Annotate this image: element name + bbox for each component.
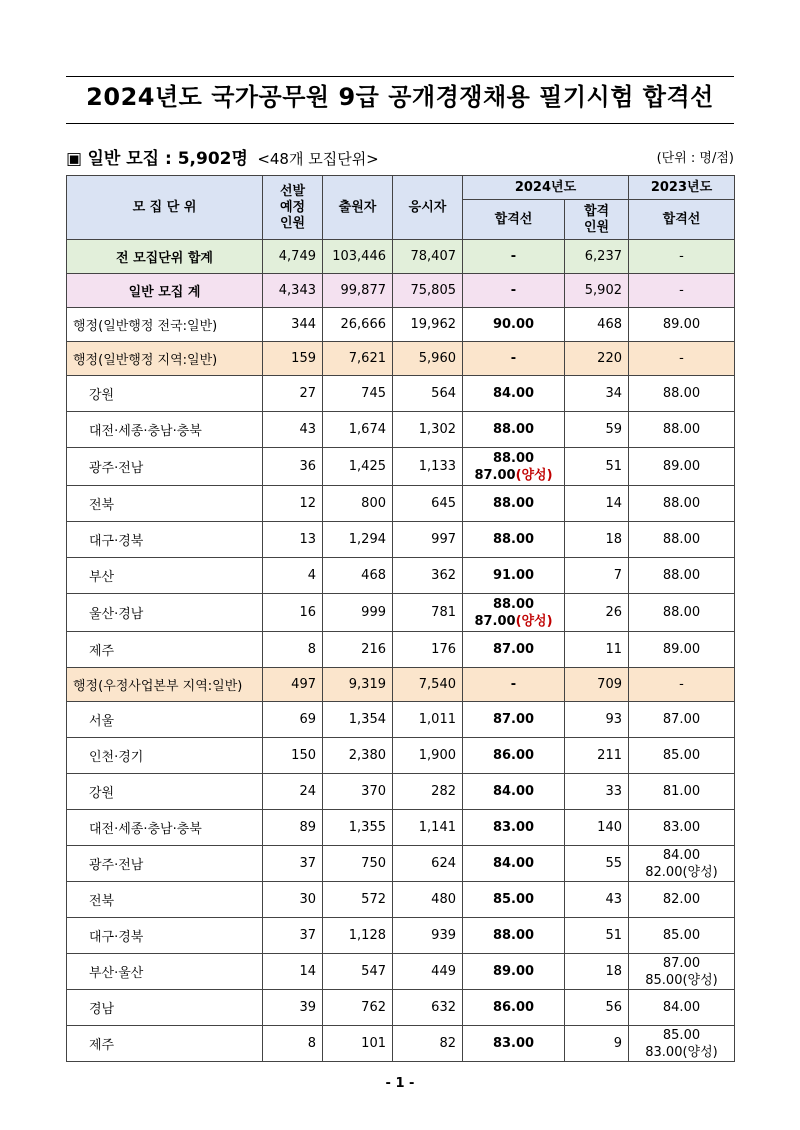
quota-cell: 150	[263, 738, 323, 774]
cutoff-2024-value: 88.00	[492, 532, 535, 547]
quota-cell: 37	[263, 846, 323, 882]
cutoff-2024-cell	[463, 240, 565, 274]
unit-name-cell: 제주	[67, 632, 263, 668]
cutoff-2024-cell	[463, 522, 565, 558]
applicants-cell: 26,666	[323, 308, 393, 342]
table-row	[67, 738, 735, 774]
cutoff-2024-gender-value	[469, 467, 558, 484]
table-row	[67, 412, 735, 448]
takers-cell: 19,962	[393, 308, 463, 342]
quota-cell: 24	[263, 774, 323, 810]
cutoff-2023-cell	[629, 882, 735, 918]
takers-cell: 449	[393, 954, 463, 990]
cutoff-2023-value: -	[679, 283, 684, 298]
quota-cell: 36	[263, 448, 323, 486]
cutoff-2023-cell	[629, 412, 735, 448]
cutoff-2024-value: 86.00	[492, 748, 535, 763]
passers-cell: 34	[565, 376, 629, 412]
cutoff-2024-gender-value	[469, 613, 558, 630]
table-row	[67, 918, 735, 954]
table-body	[67, 240, 735, 1062]
table-row	[67, 990, 735, 1026]
quota-cell: 43	[263, 412, 323, 448]
title-rule-bottom	[66, 123, 734, 124]
passers-cell: 93	[565, 702, 629, 738]
takers-cell: 997	[393, 522, 463, 558]
table-row	[67, 274, 735, 308]
applicants-cell: 370	[323, 774, 393, 810]
cutoff-2024-value: -	[510, 283, 517, 298]
cutoff-2023-cell	[629, 846, 735, 882]
table-row	[67, 240, 735, 274]
unit-name-cell: 행정(일반행정 전국:일반)	[67, 308, 263, 342]
table-row	[67, 342, 735, 376]
passers-cell: 140	[565, 810, 629, 846]
table-row	[67, 810, 735, 846]
cutoff-2023-value: 89.00	[662, 459, 701, 474]
applicants-cell: 750	[323, 846, 393, 882]
quota-cell: 159	[263, 342, 323, 376]
quota-cell: 89	[263, 810, 323, 846]
header-cutoff-2024: 합격선	[463, 200, 565, 240]
unit-name-cell: 울산·경남	[67, 594, 263, 632]
unit-name-cell: 일반 모집 계	[67, 274, 263, 308]
cutoff-2024-value: -	[510, 677, 517, 692]
cutoff-2023-cell	[629, 558, 735, 594]
unit-name-cell: 행정(일반행정 지역:일반)	[67, 342, 263, 376]
cutoff-2023-value: 88.00	[662, 422, 701, 437]
cutoff-2024-cell	[463, 448, 565, 486]
takers-cell: 564	[393, 376, 463, 412]
applicants-cell: 99,877	[323, 274, 393, 308]
unit-name-cell: 전북	[67, 486, 263, 522]
cutoff-2024-cell	[463, 486, 565, 522]
quota-cell: 8	[263, 1026, 323, 1062]
passers-cell: 14	[565, 486, 629, 522]
unit-name-cell: 제주	[67, 1026, 263, 1062]
cutoff-2023-gender-value: 82.00(양성)	[645, 864, 718, 880]
cutoff-2023-value: 89.00	[662, 642, 701, 657]
passers-cell: 55	[565, 846, 629, 882]
cutoff-2024-cell	[463, 412, 565, 448]
takers-cell: 5,960	[393, 342, 463, 376]
passers-cell: 5,902	[565, 274, 629, 308]
cutoff-2023-cell	[629, 668, 735, 702]
table-row	[67, 774, 735, 810]
cutoff-2024-value: 87.00	[492, 712, 535, 727]
takers-cell: 78,407	[393, 240, 463, 274]
takers-cell: 75,805	[393, 274, 463, 308]
quota-cell: 27	[263, 376, 323, 412]
passers-cell: 7	[565, 558, 629, 594]
unit-name-cell: 대구·경북	[67, 522, 263, 558]
applicants-cell: 9,319	[323, 668, 393, 702]
unit-name-cell: 강원	[67, 774, 263, 810]
unit-name-cell: 부산	[67, 558, 263, 594]
section-detail: <48개 모집단위>	[257, 150, 379, 168]
takers-cell: 1,133	[393, 448, 463, 486]
cutoff-2023-cell	[629, 486, 735, 522]
cutoff-2023-value: 85.00	[662, 1027, 701, 1043]
table-row	[67, 954, 735, 990]
unit-name-cell: 행정(우정사업본부 지역:일반)	[67, 668, 263, 702]
table-row	[67, 882, 735, 918]
cutoff-2023-cell	[629, 954, 735, 990]
cutoff-2023-cell	[629, 376, 735, 412]
cutoff-2023-value: 83.00	[662, 820, 701, 835]
header-applicants: 출원자	[323, 176, 393, 240]
applicants-cell: 1,294	[323, 522, 393, 558]
cutoff-2024-gender-score: 87.00	[474, 467, 516, 483]
table-row	[67, 376, 735, 412]
cutoff-2024-value: -	[510, 351, 517, 366]
unit-name-cell: 전 모집단위 합계	[67, 240, 263, 274]
passers-cell: 709	[565, 668, 629, 702]
cutoff-2024-cell	[463, 918, 565, 954]
applicants-cell: 999	[323, 594, 393, 632]
cutoff-2023-cell	[629, 342, 735, 376]
cutoff-2024-gender-score: 87.00	[474, 613, 516, 629]
cutoff-2024-value: 91.00	[492, 568, 535, 583]
gender-balance-tag: (양성)	[515, 467, 553, 483]
cutoff-2023-value: 81.00	[662, 784, 701, 799]
cutoff-2024-cell	[463, 632, 565, 668]
quota-cell: 14	[263, 954, 323, 990]
takers-cell: 645	[393, 486, 463, 522]
unit-name-cell: 서울	[67, 702, 263, 738]
header-takers: 응시자	[393, 176, 463, 240]
cutoff-2024-value: 89.00	[492, 964, 535, 979]
passers-cell: 33	[565, 774, 629, 810]
cutoff-2023-value: 84.00	[662, 1000, 701, 1015]
cutoff-2023-value: 88.00	[662, 386, 701, 401]
cutoff-2023-cell	[629, 990, 735, 1026]
section-heading	[66, 144, 734, 169]
cutoff-2024-value: 87.00	[492, 642, 535, 657]
cutoff-2024-value: 86.00	[492, 1000, 535, 1015]
takers-cell: 176	[393, 632, 463, 668]
cutoff-2024-value: 83.00	[492, 1036, 535, 1051]
passers-cell: 18	[565, 522, 629, 558]
table-row	[67, 558, 735, 594]
table-row	[67, 308, 735, 342]
table-row	[67, 594, 735, 632]
cutoff-2024-cell	[463, 954, 565, 990]
applicants-cell: 216	[323, 632, 393, 668]
header-cutoff-2023: 합격선	[629, 200, 735, 240]
cutoff-2024-value: 83.00	[492, 820, 535, 835]
cutoff-2024-value: 88.00	[492, 422, 535, 437]
cutoff-2024-value: 85.00	[492, 892, 535, 907]
cutoff-table	[66, 175, 735, 1062]
cutoff-2023-value: 88.00	[662, 605, 701, 620]
cutoff-2023-cell	[629, 240, 735, 274]
quota-cell: 12	[263, 486, 323, 522]
cutoff-2023-gender-value: 85.00(양성)	[645, 972, 718, 988]
unit-name-cell: 광주·전남	[67, 846, 263, 882]
quota-cell: 16	[263, 594, 323, 632]
cutoff-2024-cell	[463, 668, 565, 702]
takers-cell: 282	[393, 774, 463, 810]
takers-cell: 624	[393, 846, 463, 882]
cutoff-2024-value: 84.00	[492, 856, 535, 871]
table-row	[67, 1026, 735, 1062]
header-quota: 선발 예정 인원	[263, 176, 323, 240]
gender-balance-tag: (양성)	[515, 613, 553, 629]
cutoff-2024-cell	[463, 810, 565, 846]
quota-cell: 69	[263, 702, 323, 738]
cutoff-2023-value: 88.00	[662, 532, 701, 547]
header-2023: 2023년도	[629, 176, 735, 200]
quota-cell: 497	[263, 668, 323, 702]
cutoff-2023-value: -	[679, 249, 684, 264]
cutoff-2023-value: -	[679, 351, 684, 366]
passers-cell: 18	[565, 954, 629, 990]
takers-cell: 632	[393, 990, 463, 1026]
cutoff-2023-value: 88.00	[662, 496, 701, 511]
passers-cell: 51	[565, 448, 629, 486]
takers-cell: 7,540	[393, 668, 463, 702]
passers-cell: 56	[565, 990, 629, 1026]
cutoff-2024-cell	[463, 376, 565, 412]
unit-name-cell: 인천·경기	[67, 738, 263, 774]
cutoff-2024-cell	[463, 738, 565, 774]
table-row	[67, 448, 735, 486]
applicants-cell: 1,355	[323, 810, 393, 846]
header-2024: 2024년도	[463, 176, 629, 200]
cutoff-2023-cell	[629, 702, 735, 738]
cutoff-2023-value: 87.00	[662, 712, 701, 727]
page-number: - 1 -	[385, 1076, 415, 1091]
table-row	[67, 846, 735, 882]
passers-cell: 11	[565, 632, 629, 668]
cutoff-2024-value: 88.00	[492, 496, 535, 511]
quota-cell: 30	[263, 882, 323, 918]
cutoff-2024-cell	[463, 846, 565, 882]
quota-cell: 39	[263, 990, 323, 1026]
passers-cell: 9	[565, 1026, 629, 1062]
passers-cell: 211	[565, 738, 629, 774]
unit-name-cell: 부산·울산	[67, 954, 263, 990]
cutoff-2023-value: -	[679, 677, 684, 692]
takers-cell: 82	[393, 1026, 463, 1062]
quota-cell: 4	[263, 558, 323, 594]
applicants-cell: 745	[323, 376, 393, 412]
unit-name-cell: 강원	[67, 376, 263, 412]
quota-cell: 8	[263, 632, 323, 668]
passers-cell: 26	[565, 594, 629, 632]
cutoff-2023-value: 85.00	[662, 748, 701, 763]
unit-note: (단위 : 명/점)	[656, 151, 734, 166]
unit-name-cell: 광주·전남	[67, 448, 263, 486]
quota-cell: 4,749	[263, 240, 323, 274]
takers-cell: 480	[393, 882, 463, 918]
quota-cell: 4,343	[263, 274, 323, 308]
table-row	[67, 702, 735, 738]
applicants-cell: 1,425	[323, 448, 393, 486]
cutoff-2023-value: 89.00	[662, 317, 701, 332]
unit-name-cell: 대전·세종·충남·충북	[67, 412, 263, 448]
cutoff-2023-value: 87.00	[662, 955, 701, 971]
cutoff-2023-cell	[629, 308, 735, 342]
takers-cell: 1,141	[393, 810, 463, 846]
cutoff-2023-cell	[629, 738, 735, 774]
passers-cell: 51	[565, 918, 629, 954]
cutoff-2024-cell	[463, 702, 565, 738]
cutoff-2024-cell	[463, 594, 565, 632]
cutoff-2023-value: 85.00	[662, 928, 701, 943]
cutoff-2024-cell	[463, 882, 565, 918]
cutoff-2023-cell	[629, 918, 735, 954]
cutoff-2024-cell	[463, 774, 565, 810]
header-passers: 합격 인원	[565, 200, 629, 240]
quota-cell: 37	[263, 918, 323, 954]
takers-cell: 939	[393, 918, 463, 954]
applicants-cell: 800	[323, 486, 393, 522]
applicants-cell: 547	[323, 954, 393, 990]
applicants-cell: 101	[323, 1026, 393, 1062]
header-unit: 모 집 단 위	[67, 176, 263, 240]
cutoff-2024-value: 84.00	[492, 386, 535, 401]
cutoff-2023-cell	[629, 522, 735, 558]
passers-cell: 6,237	[565, 240, 629, 274]
quota-cell: 344	[263, 308, 323, 342]
table-row	[67, 668, 735, 702]
section-label: 일반 모집 : 5,902명	[87, 149, 248, 169]
cutoff-2023-cell	[629, 774, 735, 810]
cutoff-2023-value: 84.00	[662, 847, 701, 863]
cutoff-2024-value: 90.00	[492, 317, 535, 332]
applicants-cell: 103,446	[323, 240, 393, 274]
cutoff-2024-cell	[463, 558, 565, 594]
applicants-cell: 1,128	[323, 918, 393, 954]
applicants-cell: 468	[323, 558, 393, 594]
cutoff-2024-cell	[463, 274, 565, 308]
unit-name-cell: 전북	[67, 882, 263, 918]
cutoff-2023-gender-value: 83.00(양성)	[645, 1044, 718, 1060]
passers-cell: 468	[565, 308, 629, 342]
takers-cell: 1,302	[393, 412, 463, 448]
takers-cell: 781	[393, 594, 463, 632]
passers-cell: 59	[565, 412, 629, 448]
table-row	[67, 522, 735, 558]
unit-name-cell: 대전·세종·충남·충북	[67, 810, 263, 846]
cutoff-2024-value: 84.00	[492, 784, 535, 799]
cutoff-2023-cell	[629, 594, 735, 632]
quota-cell: 13	[263, 522, 323, 558]
title-block	[66, 76, 734, 124]
applicants-cell: 1,354	[323, 702, 393, 738]
unit-name-cell: 대구·경북	[67, 918, 263, 954]
cutoff-2023-cell	[629, 810, 735, 846]
table-row	[67, 486, 735, 522]
applicants-cell: 7,621	[323, 342, 393, 376]
cutoff-2024-value: 88.00	[492, 450, 535, 466]
takers-cell: 1,900	[393, 738, 463, 774]
cutoff-2023-cell	[629, 632, 735, 668]
page-title: 2024년도 국가공무원 9급 공개경쟁채용 필기시험 합격선	[86, 83, 714, 111]
unit-name-cell: 경남	[67, 990, 263, 1026]
cutoff-2024-cell	[463, 990, 565, 1026]
table-row	[67, 632, 735, 668]
applicants-cell: 762	[323, 990, 393, 1026]
cutoff-2023-value: 88.00	[662, 568, 701, 583]
cutoff-2023-cell	[629, 448, 735, 486]
applicants-cell: 572	[323, 882, 393, 918]
cutoff-2023-value: 82.00	[662, 892, 701, 907]
takers-cell: 1,011	[393, 702, 463, 738]
cutoff-2024-value: -	[510, 249, 517, 264]
square-bullet-icon: ▣	[66, 149, 83, 169]
cutoff-2023-cell	[629, 274, 735, 308]
passers-cell: 220	[565, 342, 629, 376]
cutoff-2024-cell	[463, 308, 565, 342]
passers-cell: 43	[565, 882, 629, 918]
cutoff-2023-cell	[629, 1026, 735, 1062]
applicants-cell: 2,380	[323, 738, 393, 774]
applicants-cell: 1,674	[323, 412, 393, 448]
cutoff-2024-cell	[463, 342, 565, 376]
cutoff-2024-cell	[463, 1026, 565, 1062]
takers-cell: 362	[393, 558, 463, 594]
cutoff-2024-value: 88.00	[492, 928, 535, 943]
cutoff-2024-value: 88.00	[492, 596, 535, 612]
